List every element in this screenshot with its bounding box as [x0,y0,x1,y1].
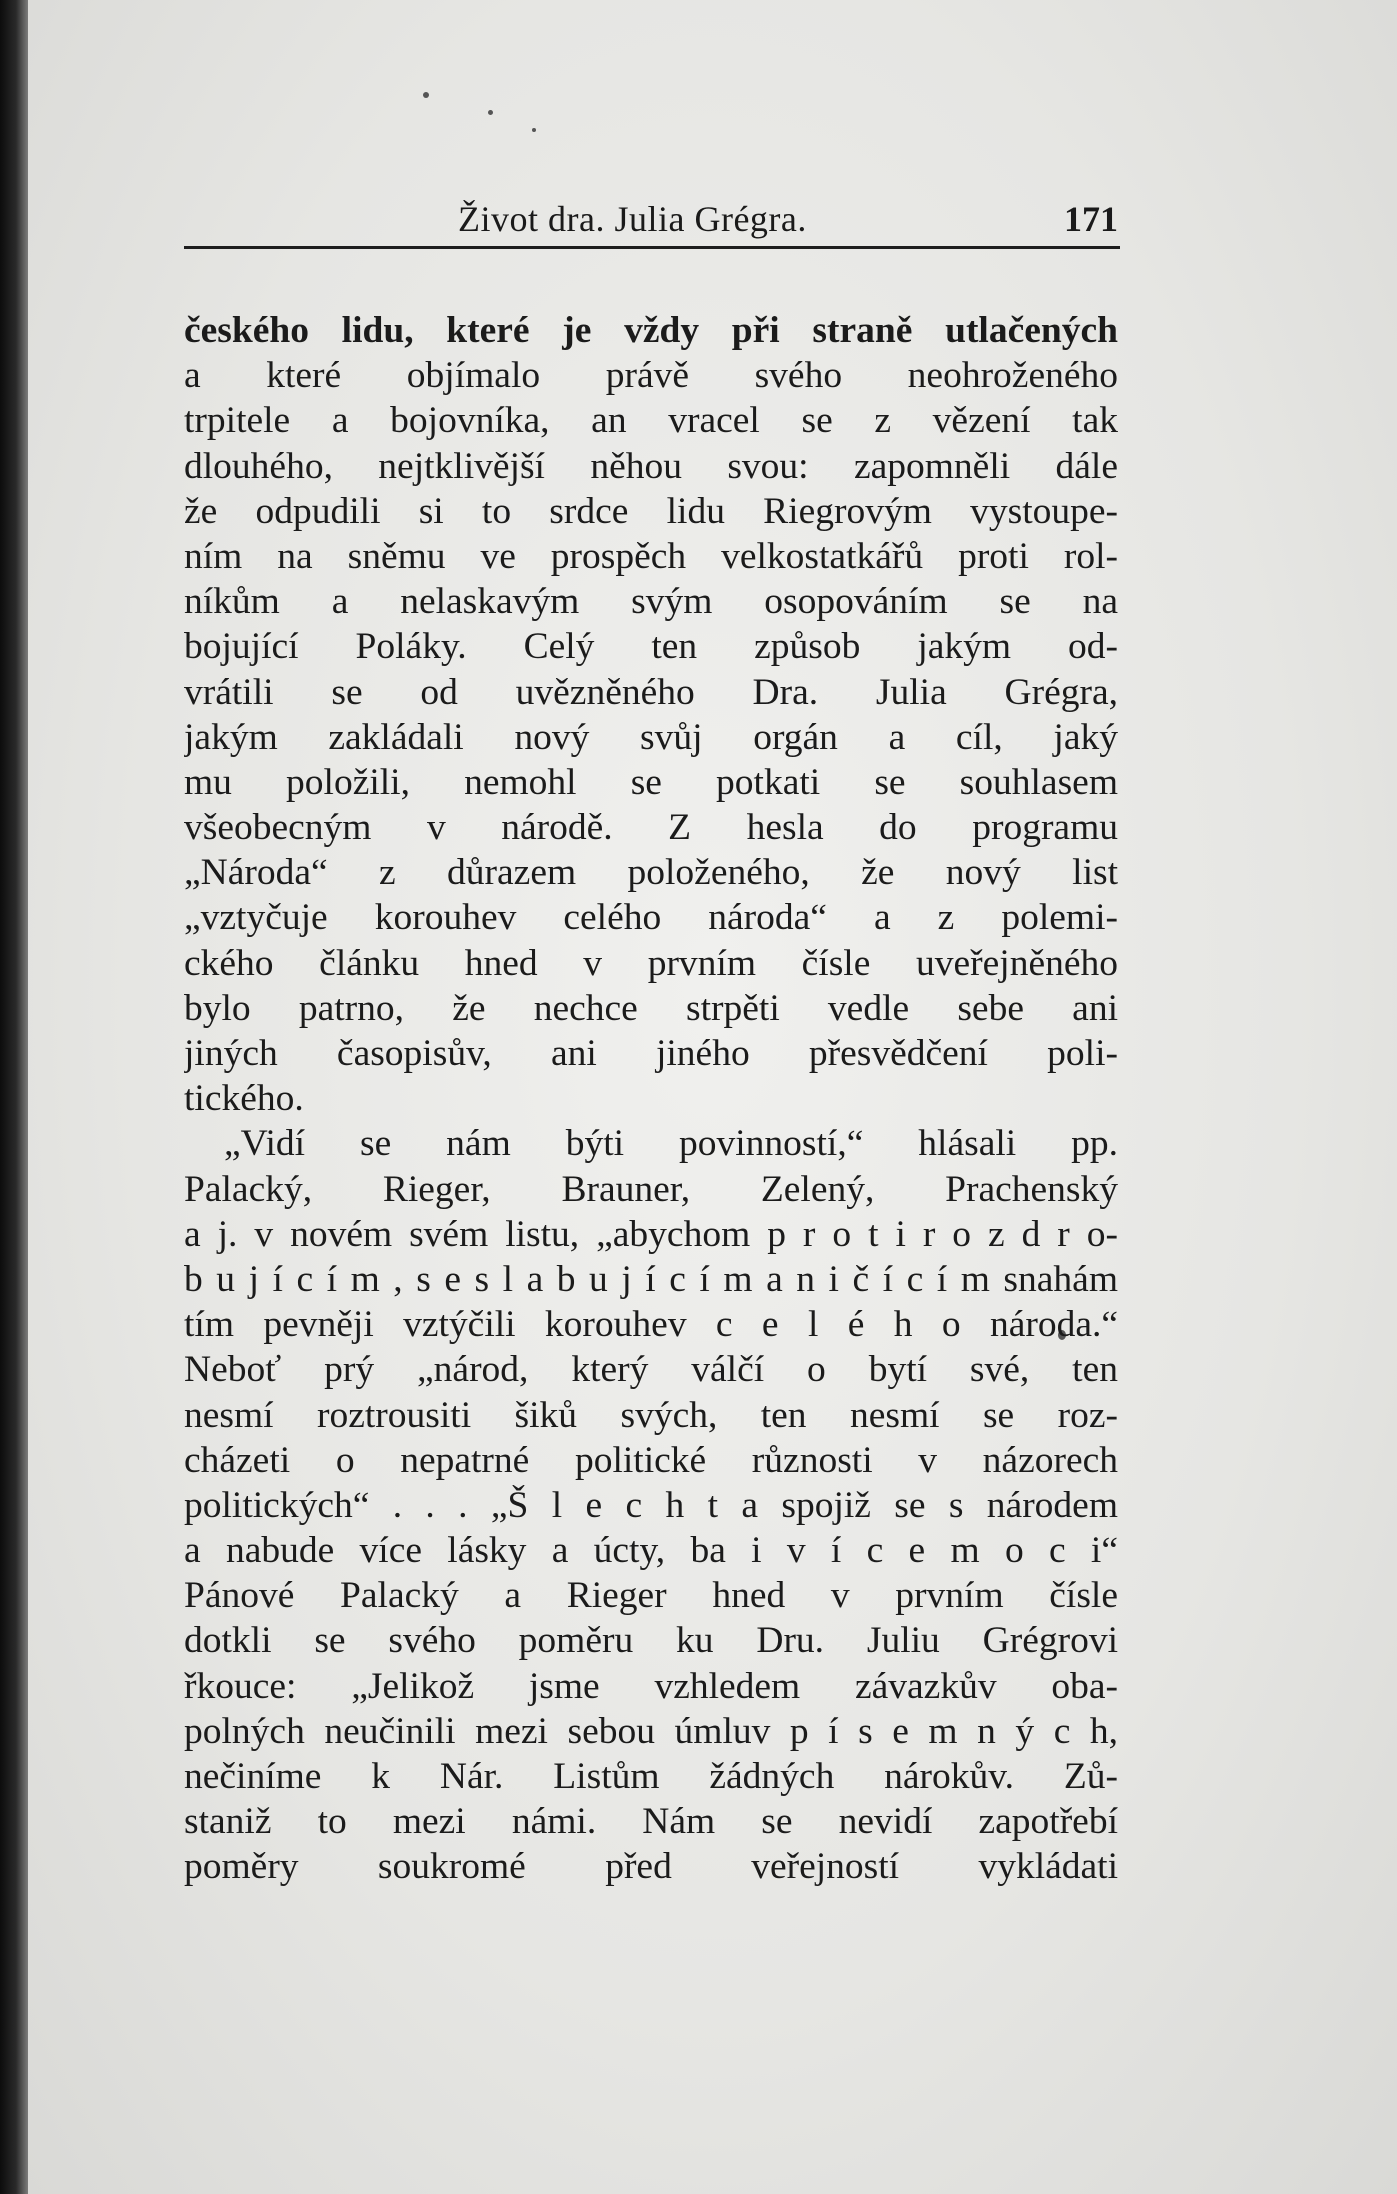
text-line: politických“ . . . „Š l e c h t a spojiž se s národem [184,1484,1118,1526]
text-line: mu položili, nemohl se potkati se souhlasem [184,761,1118,803]
body-text [184,308,1118,1890]
text-line: bylo patrno, že nechce strpěti vedle sebe ani [184,987,1118,1029]
text-line: českého lidu, které je vždy při straně utlačených [184,310,1118,351]
text-line: „Národa“ z důrazem položeného, že nový list [184,852,1118,894]
text-line: tického. [184,1078,304,1120]
text-line: vrátili se od uvězněného Dra. Julia Grégra, [184,671,1118,713]
text-line: a které objímalo právě svého neohroženého [184,355,1118,397]
text-line: Palacký, Rieger, Brauner, Zelený, Prachenský [184,1168,1118,1210]
text-line: „Vidí se nám býti povinností,“ hlásali pp. [224,1123,1118,1165]
text-line: Neboť prý „národ, který válčí o bytí své, ten [184,1349,1118,1391]
text-line: a nabude více lásky a úcty, ba i v í c e m o c i“ [184,1530,1118,1572]
text-line: dlouhého, nejtklivější něhou svou: zapomněli dále [184,445,1118,487]
text-line: a j. v novém svém listu, „abychom p r o t i r o z d r o- [184,1213,1118,1255]
header-rule [184,246,1120,249]
text-line: poměry soukromé před veřejností vykládati [184,1846,1118,1888]
text-line: že odpudili si to srdce lidu Riegrovým vystoupe- [184,490,1118,532]
page-number: 171 [1064,199,1118,239]
text-line: „vztyčuje korouhev celého národa“ a z polemi- [184,897,1118,939]
text-line: Pánové Palacký a Rieger hned v prvním čísle [184,1575,1118,1617]
text-line: řkouce: „Jelikož jsme vzhledem závazkův oba- [184,1665,1118,1707]
paper-speck [423,92,429,98]
paper-speck [488,110,493,115]
paper-speck [532,128,536,132]
text-line: níkům a nelaskavým svým osopováním se na [184,581,1118,623]
text-line: trpitele a bojovníka, an vracel se z vězení tak [184,400,1118,442]
text-line: všeobecným v národě. Z hesla do programu [184,807,1118,849]
text-line: nečiníme k Nár. Listům žádných nárokův. Zů- [184,1756,1118,1797]
text-line: ckého článku hned v prvním čísle uveřejněného [184,942,1118,984]
text-line: dotkli se svého poměru ku Dru. Juliu Grégrovi [184,1620,1118,1662]
text-line: nesmí roztrousiti šiků svých, ten nesmí se roz- [184,1394,1118,1436]
text-line: polných neučinili mezi sebou úmluv p í s e m n ý c h, [184,1710,1118,1752]
text-line: jakým zakládali nový svůj orgán a cíl, jaký [184,716,1118,758]
text-line: bojující Poláky. Celý ten způsob jakým od- [184,626,1118,668]
text-line: tím pevněji vztýčili korouhev c e l é h o národa.“ [184,1304,1118,1346]
page-header [186,198,1118,248]
text-line: jiných časopisův, ani jiného přesvědčení poli- [184,1033,1118,1074]
text-line: ním na sněmu ve prospěch velkostatkářů proti rol- [184,535,1118,577]
text-line: cházeti o nepatrné politické různosti v názorech [184,1439,1118,1481]
text-line: staniž to mezi námi. Nám se nevidí zapotřebí [184,1801,1118,1843]
running-title: Život dra. Julia Grégra. [458,199,807,239]
text-line: b u j í c í m , s e s l a b u j í c í m a n i č í c í m snahám [184,1258,1118,1300]
